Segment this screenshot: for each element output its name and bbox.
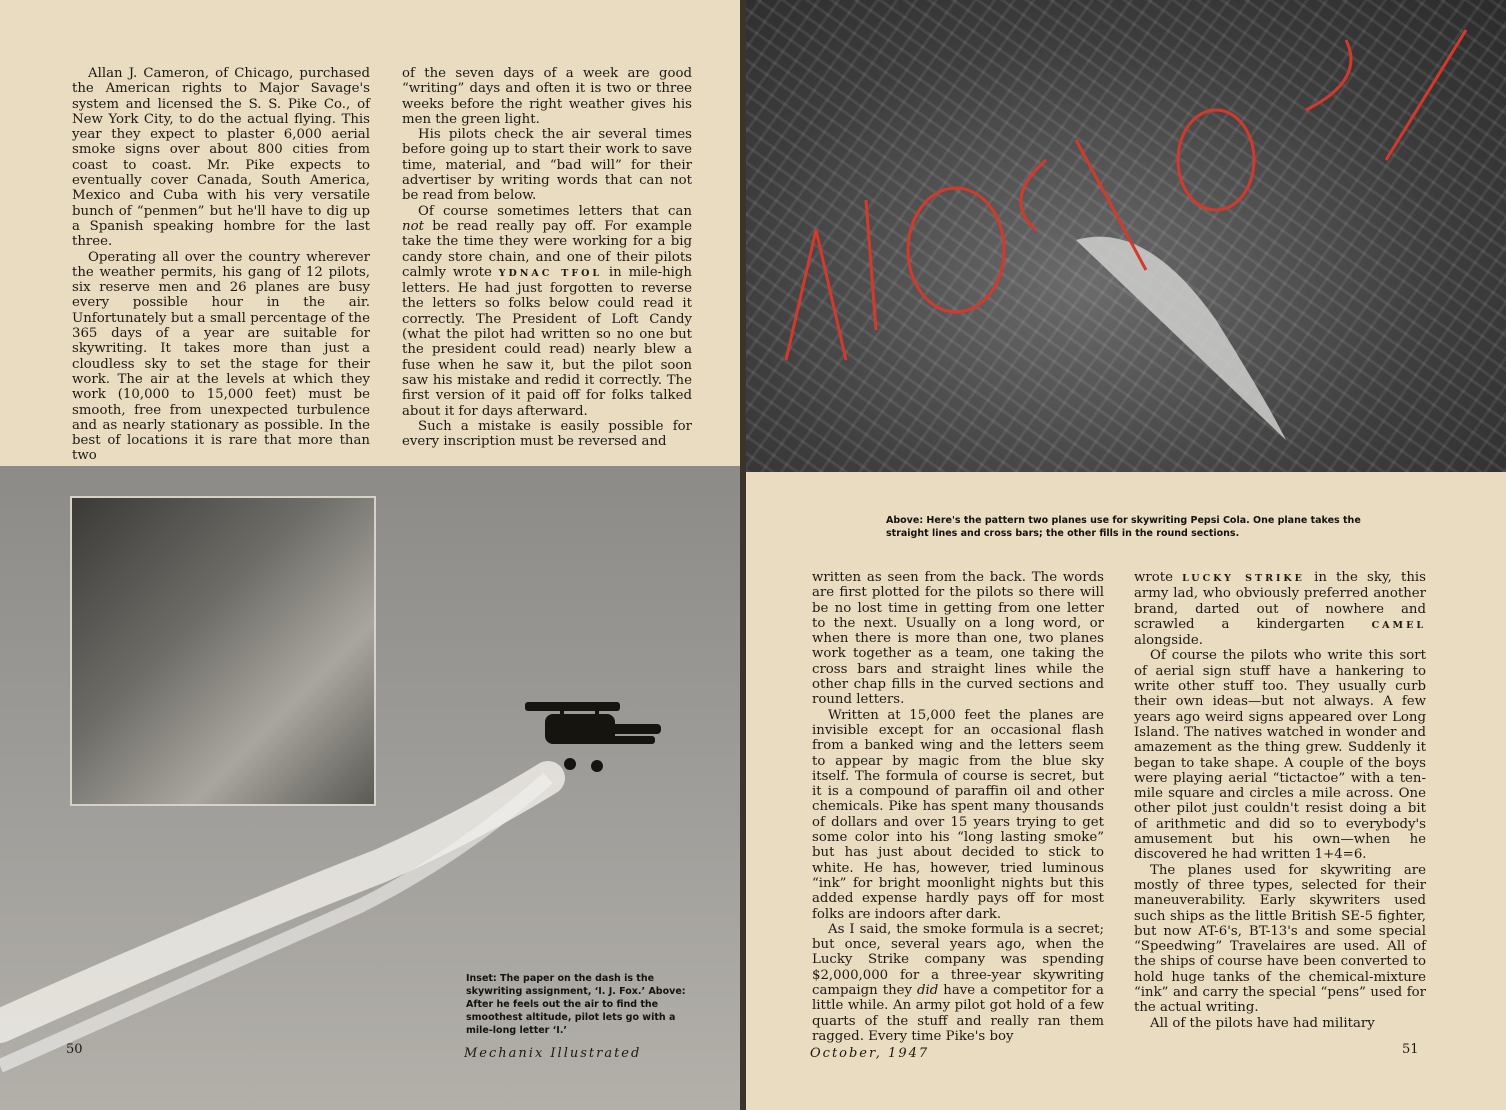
text-run: As I said, the smoke formula is a secret; but once, several years ago, when the Lucky Strike company was spending $2,000,000 for a three-year skywriting campaign they bbox=[812, 921, 1104, 999]
text-run: in the sky, this army lad, who obviously preferred another brand, darted out of nowhere and scrawled a kindergarten bbox=[1134, 570, 1426, 632]
pepsi-cola-pattern bbox=[746, 0, 1506, 472]
paragraph: The planes used for skywriting are mostly of three types, selected for their maneuverability. Early skywriters used such ships as the little British SE-5 fighter, but now AT-6's, BT-13's and some special “Speedwing” Travelaires are used. All of the ships of course have been converted to hold huge tanks of the chemical-mixture “ink” and carry the special “pens” used for the actual writing. bbox=[1134, 862, 1426, 1016]
left-column-2 bbox=[402, 66, 692, 449]
map-caption: Above: Here's the pattern two planes use for skywriting Pepsi Cola. One plane takes the straight lines and cross bars; the other fills in the round sections. bbox=[886, 515, 1361, 539]
brand-word: LUCKY STRIKE bbox=[1182, 573, 1305, 584]
paragraph bbox=[1134, 570, 1426, 648]
paragraph: Written at 15,000 feet the planes are invisible except for an occasional flash from a banked wing and the letters seem to appear by magic from the blue sky itself. The formula of course is secret, but it is a compound of paraffin oil and other chemicals. Pike has spent many thousands of dollars and over 15 years trying to get some color into his “long lasting smoke” but has just about decided to stick to white. He has, however, tried luminous “ink” for bright moonlight nights but this added expense hardly pays off for most folks are indoors after dark. bbox=[812, 707, 1104, 922]
text-run: alongside. bbox=[1134, 633, 1203, 649]
left-column-1 bbox=[72, 66, 370, 464]
paragraph: of the seven days of a week are good “writing” days and often it is two or three weeks before the right weather gives his men the green light. bbox=[402, 66, 692, 127]
left-photo-caption: Inset: The paper on the dash is the skywriting assignment, ‘I. J. Fox.’ Above: After he feels out the air to find the smoothest altitude, pilot lets go with a mile-long letter ‘I.’ bbox=[466, 973, 686, 1036]
right-column-1 bbox=[812, 570, 1104, 1044]
paragraph bbox=[812, 922, 1104, 1044]
left-page bbox=[0, 0, 740, 1110]
paragraph: His pilots check the air several times before going up to start their work to save time, material, and “bad will” for their advertiser by writing words that can not be read from below. bbox=[402, 127, 692, 204]
reversed-word: YDNAC TFOL bbox=[498, 267, 603, 279]
paragraph: All of the pilots have had military bbox=[1150, 1015, 1375, 1031]
text-run: be read really pay off. For example take the time they were working for a big candy store chain, and one of their pilots calmly wrote bbox=[402, 218, 692, 280]
dateline: October, 1947 bbox=[810, 1046, 930, 1061]
paragraph: Such a mistake is easily possible for every inscription must be reversed and bbox=[402, 418, 692, 450]
page-number: 51 bbox=[1402, 1042, 1419, 1057]
emphasis: did bbox=[917, 983, 939, 999]
paragraph: Allan J. Cameron, of Chicago, purchased the American rights to Major Savage's system and licensed the S. S. Pike Co., of New York City, to do the actual flying. This year they expect to plaster 6,000 aerial smoke signs over about 800 cities from coast to coast. Mr. Pike expects to eventually cover Canada, South America, Mexico and Cuba with his very versatile bunch of “penmen” but he'll have to dig up a Spanish speaking hombre for the last three. bbox=[72, 66, 370, 250]
magazine-name: Mechanix Illustrated bbox=[464, 1046, 642, 1061]
text-run: Of course sometimes letters that can bbox=[418, 203, 692, 219]
right-page bbox=[746, 0, 1506, 1110]
paragraph: Of course the pilots who write this sort of aerial sign stuff have a hankering to write other stuff too. They usually curb their own ideas—but not always. A few years ago weird signs appeared over Long Island. The natives watched in wonder and amazement as the thing grew. Suddenly it began to take shape. A couple of the boys were playing aerial “tictactoe” with a ten-mile square and circles a mile across. One other pilot just couldn't resist doing a bit of arithmetic and did so to everybody's amusement but his own—when he discovered he had written 1+4=6. bbox=[1134, 648, 1426, 863]
pilot-cockpit-inset-photo bbox=[70, 496, 376, 806]
aerial-city-map bbox=[746, 0, 1506, 472]
emphasis: not bbox=[402, 218, 424, 234]
paragraph: Operating all over the country wherever the weather permits, his gang of 12 pilots, six reserve men and 26 planes are busy every possible hour in the air. Unfortunately but a small percentage of the 365 days of a year are suitable for skywriting. It takes more than just a cloudless sky to set the stage for their work. The air at the levels at which they work (10,000 to 15,000 feet) must be smooth, free from unexpected turbulence and as nearly stationary as possible. In the best of locations it is rare that more than two bbox=[72, 249, 370, 464]
text-run: have a competitor for a little while. An army pilot got hold of a few quarts of the stuff and really ran them ragged. Every time Pike's boy bbox=[812, 983, 1104, 1044]
text-run: wrote bbox=[1134, 570, 1183, 585]
page-number: 50 bbox=[66, 1042, 83, 1057]
paragraph bbox=[402, 204, 692, 419]
text-run: in mile-high letters. He had just forgotten to reverse the letters so folks below could read it correctly. The President of Loft Candy (what the pilot had written so no one but the president could read) nearly blew a fuse when he saw it, but the pilot soon saw his mistake and redid it correctly. The first version of it paid off for folks talked about it for days afterward. bbox=[402, 264, 692, 419]
brand-word: CAMEL bbox=[1371, 619, 1426, 631]
right-column-2 bbox=[1134, 570, 1426, 1031]
paragraph: written as seen from the back. The words are first plotted for the pilots so there will be no lost time in getting from one letter to the next. Usually on a long word, or when there is more than one, two planes work together as a team, one taking the cross bars and straight lines while the other chap fills in the curved sections and round letters. bbox=[812, 570, 1104, 708]
